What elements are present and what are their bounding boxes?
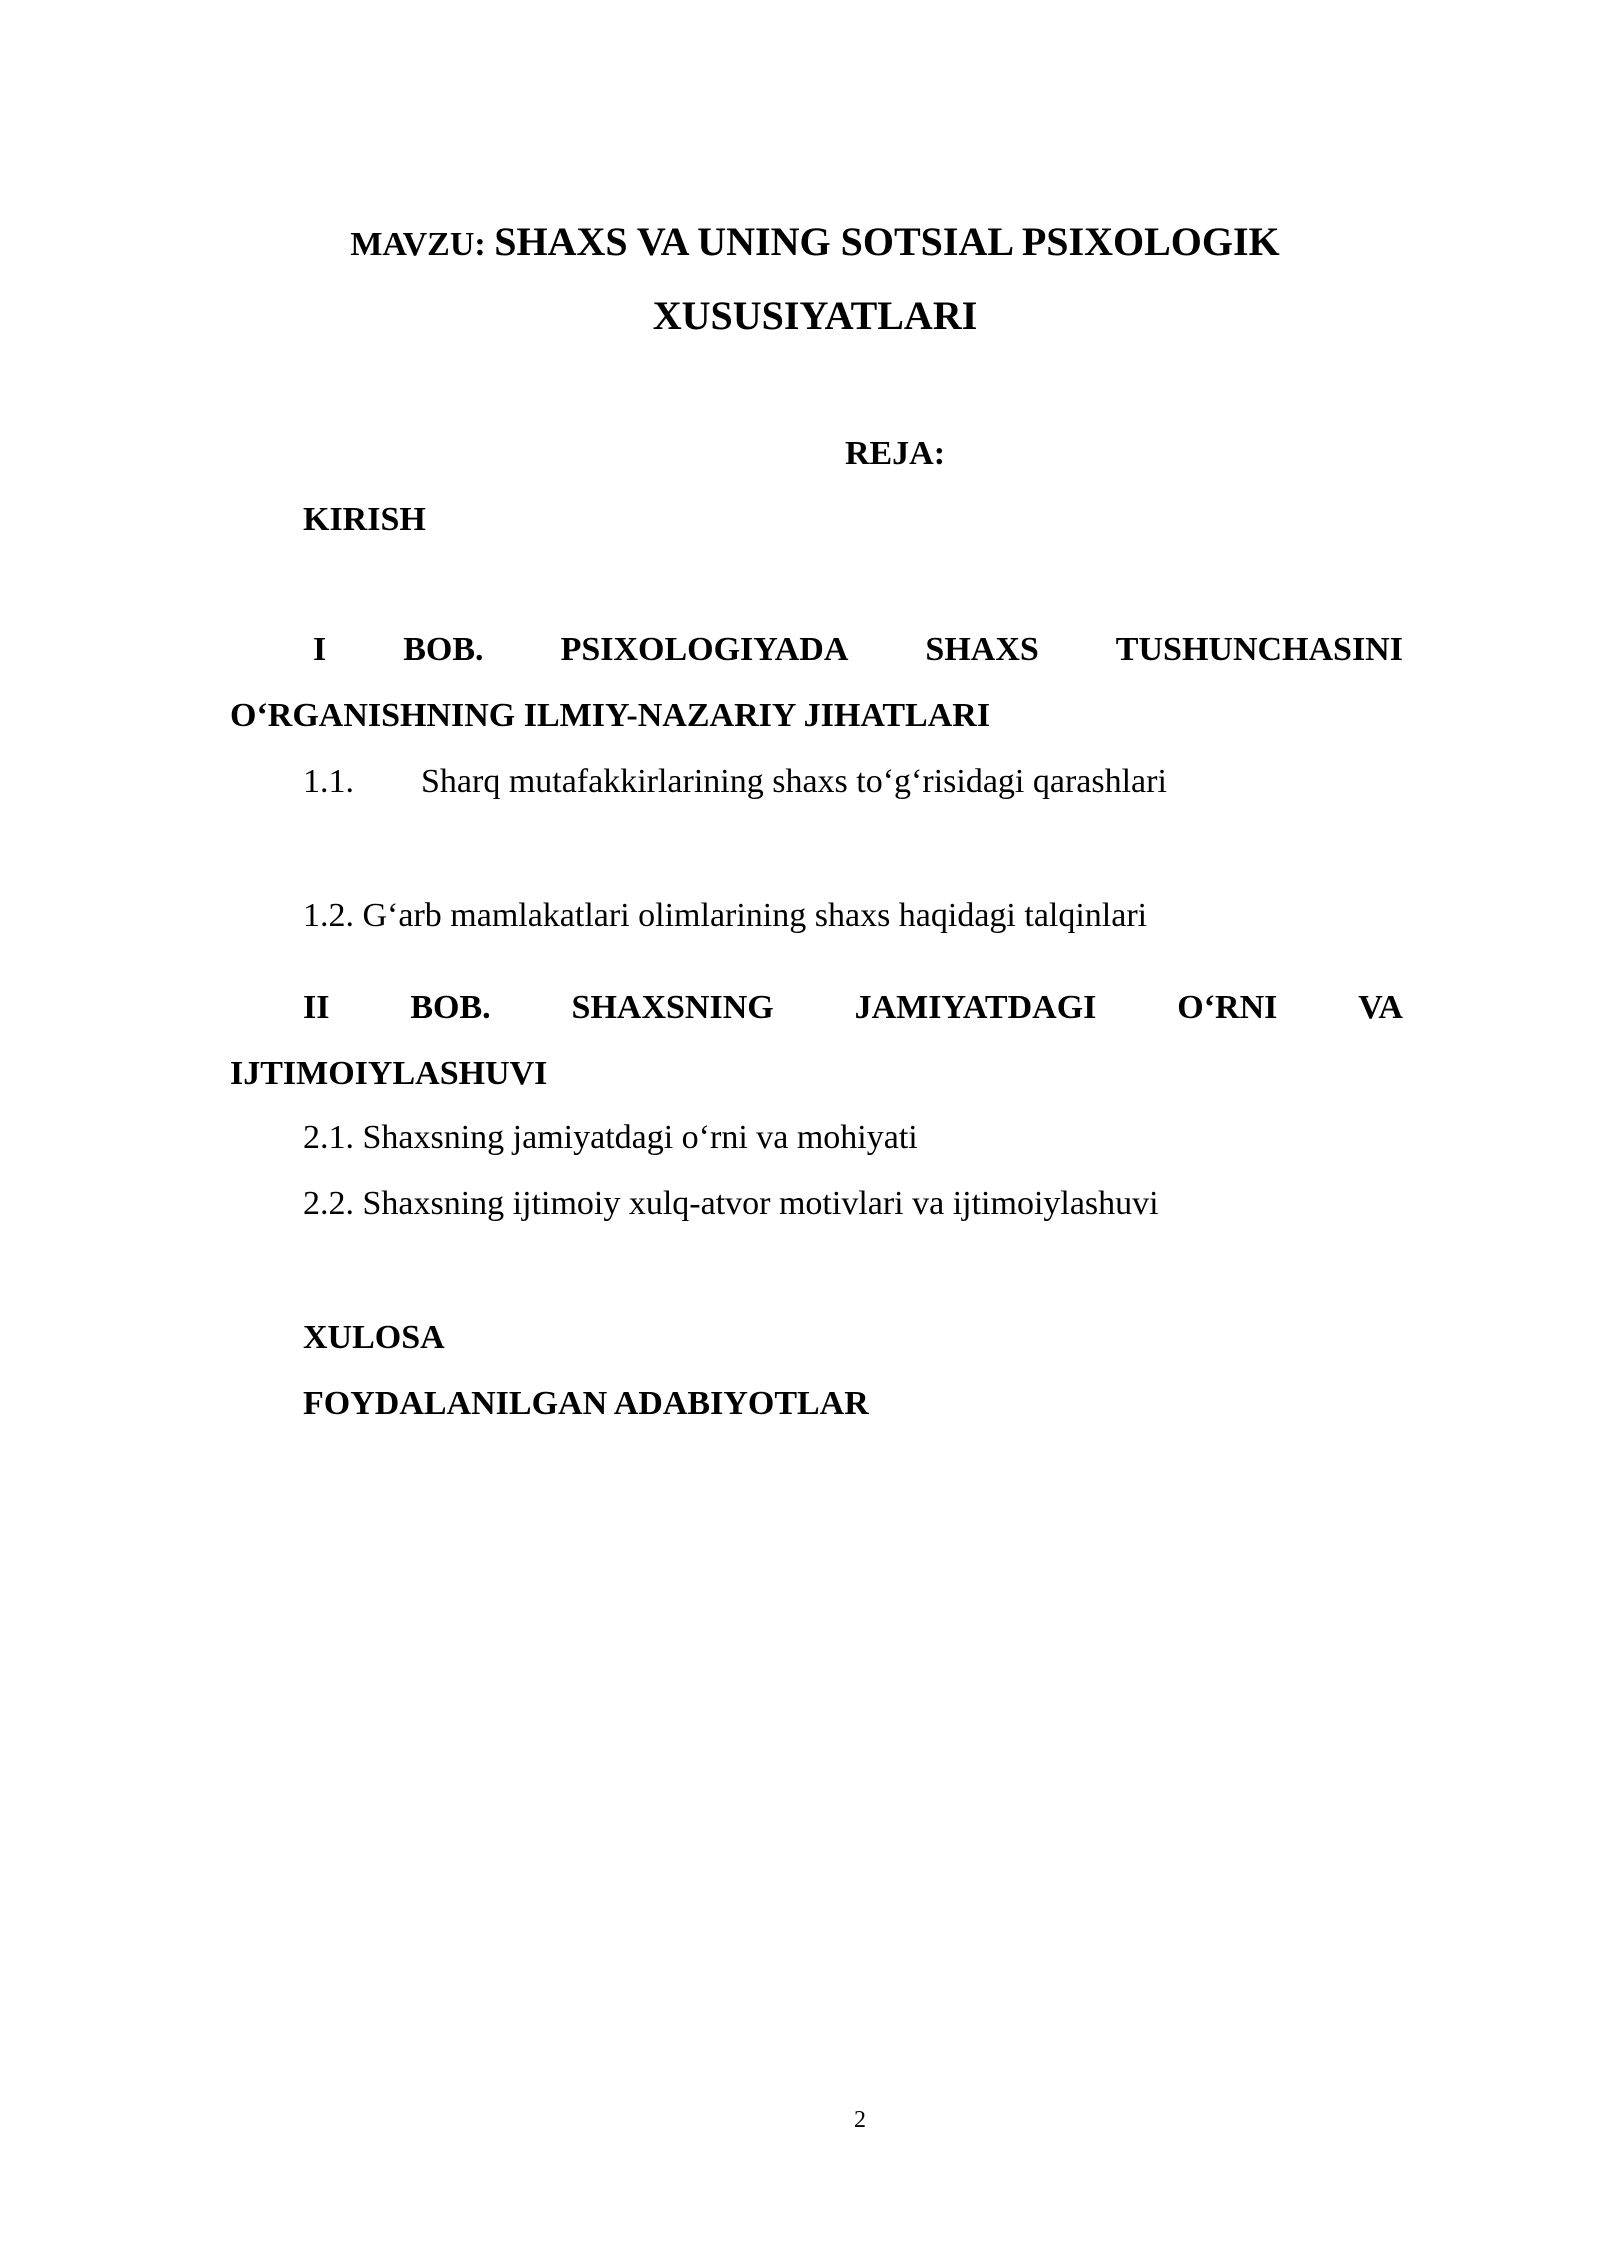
plan-item-2-1 <box>303 1118 918 1158</box>
chapter-1-word: SHAXS <box>925 631 1039 668</box>
title-prefix: MAVZU: <box>350 226 495 263</box>
chapter-1-word: TUSHUNCHASINI <box>1115 631 1403 668</box>
introduction-heading: KIRISH <box>303 501 426 538</box>
chapter-2-word: BOB. <box>410 989 491 1026</box>
item-text: G‘arb mamlakatlari olimlarining shaxs haqidagi talqinlari <box>362 897 1148 934</box>
page-number: 2 <box>854 2107 866 2133</box>
document-title-line-1 <box>230 218 1400 269</box>
item-number: 2.2. <box>303 1185 354 1222</box>
item-number: 1.2. <box>303 897 354 934</box>
item-number: 2.1. <box>303 1119 354 1156</box>
plan-item-1-2 <box>303 896 1147 936</box>
chapter-2-heading-line-1 <box>303 988 1403 1028</box>
chapter-2-word: JAMIYATDAGI <box>854 989 1097 1026</box>
title-text: SHAXS VA UNING SOTSIAL PSIXOLOGIK <box>494 219 1280 264</box>
chapter-1-word: I <box>313 631 327 668</box>
chapter-1-heading-line-2: O‘RGANISHNING ILMIY-NAZARIY JIHATLARI <box>230 697 991 734</box>
item-text: Shaxsning ijtimoiy xulq-atvor motivlari va ijtimoiylashuvi <box>362 1185 1159 1222</box>
references-heading: FOYDALANILGAN ADABIYOTLAR <box>303 1385 869 1422</box>
chapter-2-word: II <box>303 989 330 1026</box>
item-number: 1.1. <box>303 763 354 800</box>
chapter-2-word: VA <box>1358 989 1403 1026</box>
chapter-1-word: PSIXOLOGIYADA <box>560 631 849 668</box>
chapter-1-heading-line-1 <box>303 630 1403 670</box>
conclusion-heading: XULOSA <box>303 1319 445 1356</box>
chapter-1-word: BOB. <box>403 631 484 668</box>
plan-item-2-2 <box>303 1184 1159 1224</box>
item-text: Shaxsning jamiyatdagi o‘rni va mohiyati <box>362 1119 918 1156</box>
chapter-2-heading-line-2: IJTIMOIYLASHUVI <box>230 1055 548 1092</box>
plan-heading: REJA: <box>844 435 946 472</box>
item-text: Sharq mutafakkirlarining shaxs to‘g‘risidagi qarashlari <box>421 763 1167 800</box>
document-title-line-2: XUSUSIYATLARI <box>652 293 978 338</box>
chapter-2-word: SHAXSNING <box>571 989 774 1026</box>
chapter-2-word: O‘RNI <box>1177 989 1278 1026</box>
plan-item-1-1 <box>303 762 1167 802</box>
